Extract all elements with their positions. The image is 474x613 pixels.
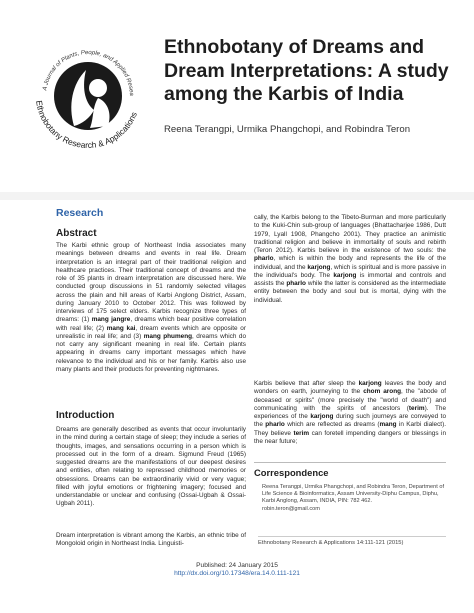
abstract-body (56, 242, 246, 374)
right-paragraph-1: cally, the Karbis belong to the Tibeto-Burman and more particularly to the Kuki-Chin sub-group of languages (Bhattacharjee 1986, Dutt 1979, Lyall 1908, Phangcho 2001). They practice an animistic traditional religion and believe in immortality of souls and rebirth (Teron 2012). Karbis believe in the existence of two souls: the pharlo, which is within the body and represents the life of the individual, and the karjong, which is spiritual and is more passive in the individual's body. The karjong is immortal and controls and assists the pharlo while the latter is considered as the intermediate entity between the body and soul but is mortal, dying with the individual. (254, 214, 446, 304)
introduction-body-2 (56, 532, 246, 549)
abstract-text: The Karbi ethnic group of Northeast India associates many meanings between dreams and events in real life. Dream interpretation is an integral part of their traditional religion and healthcare practices. Their traditional concept of dreams and the role of 35 plants in dream interpretation are discussed here. We conducted group discussions in 51 randomly selected villages across the plain and hill areas of Karbi Anglong District, Assam, during January 2010 to October 2012. This was followed by interviews of 175 select elders. Karbis recognize three types of dreams: (1) mang jangre, dreams which bear positive correlation with real life; (2) mang kai, dream events which are opposite or unrealistic in real life; and (3) mang phumeng, dreams which do not carry any significant meaning in real life. Certain plants appearing in dreams carry important messages which have relevance to the individual and his or her family. Karbis also use many plants and their products for preventing nightmares. (56, 242, 246, 373)
right-paragraph-2: Karbis believe that after sleep the karjong leaves the body and wonders on earth, journeying to the chom arong, the "abode of deceased or spirits" (more precisely the "world of death") and communicating with the spirits of ancestors (terim). The experiences of the karjong during such journeys are conveyed to the pharlo which are reflected as dreams (mang in Karbi dialect). They believe terim can foretell impending dangers or blessings in the near future; (254, 380, 447, 445)
article-title: Ethnobotany of Dreams and Dream Interpretations: A study among the Karbis of India (164, 36, 449, 105)
introduction-heading: Introduction (56, 410, 115, 421)
introduction-paragraph-1: Dreams are generally described as events that occur involuntarily in the mind during a certain stage of sleep; they include a series of thoughts, images, and sensations occurring in a person which is processed out in the form of a dream. Sigmund Freud (1965) suggested dreams are the manifestations of our deepest desires and entities, often relating to repressed childhood memories or obsessions. Dreams can be extraordinarily vivid or very vague; filled with joyful emotions or frightening imagery; focused and understandable or unclear and confusing (Ossai-Ugbah & Ossai-Ugbah 2011). (56, 426, 246, 508)
journal-logo (28, 36, 148, 156)
abstract-heading: Abstract (56, 228, 97, 239)
logo-ring-text-bottom: Ethnobotany Research & Applications (34, 99, 139, 151)
right-column-paragraph-1 (254, 214, 446, 305)
correspondence-email[interactable]: robin.teron@gmail.com (262, 505, 320, 512)
doi-link[interactable]: http://dx.doi.org/10.17348/era.14.0.111-121 (174, 570, 300, 577)
introduction-body (56, 426, 246, 509)
journal-citation: Ethnobotany Research & Applications 14:111-121 (2015) (258, 536, 446, 546)
logo-disc (54, 62, 122, 130)
section-tag: Research (56, 207, 104, 219)
introduction-paragraph-2: Dream interpretation is vibrant among the Karbis, an ethnic tribe of Mongoloid origin in Northeast India. Linguisti- (56, 532, 246, 548)
correspondence-body (254, 484, 446, 513)
section-band (0, 192, 474, 200)
logo-head (89, 79, 107, 97)
doi-line (0, 570, 474, 577)
published-date: Published: 24 January 2015 (196, 562, 278, 569)
article-authors: Reena Terangpi, Urmika Phangchopi, and Robindra Teron (164, 124, 411, 135)
correspondence-heading: Correspondence (254, 467, 329, 478)
logo-ring-text-top: A Journal of Plants, People, and Applied Resea (42, 49, 135, 96)
correspondence-address: Reena Terangpi, Urmika Phangchopi, and Robindra Teron, Department of Life Science & Bioinformatics, Assam University-Diphu Campus, Diphu, Karbi Anglong, Assam, INDIA, PIN: 782 462. (262, 484, 445, 505)
right-column-paragraph-2 (254, 380, 446, 446)
